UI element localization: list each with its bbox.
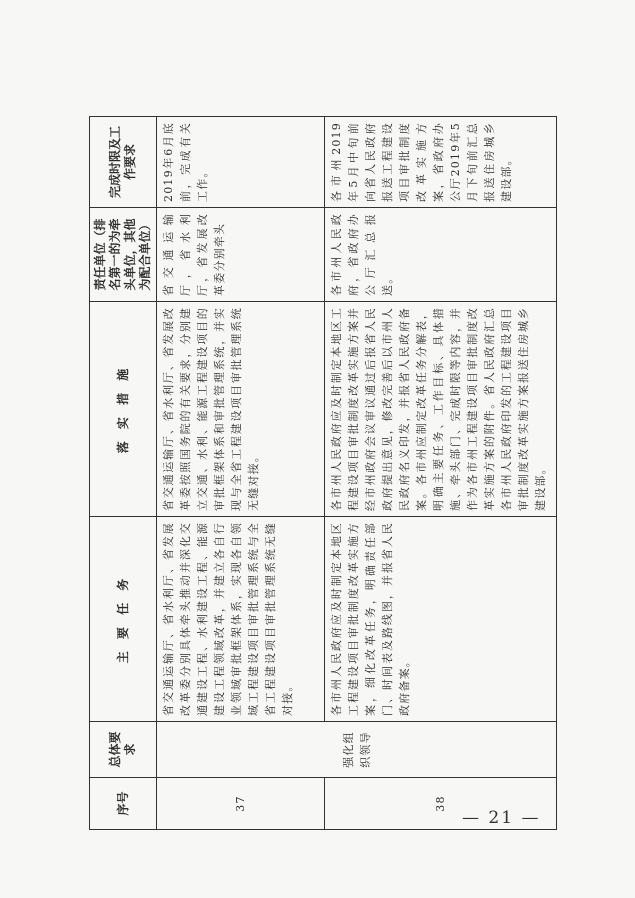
- header-task: 主 要 任 务: [90, 517, 157, 722]
- page-number: — 21 —: [462, 808, 541, 828]
- table-row: [157, 117, 325, 830]
- header-no: 序号: [90, 778, 157, 830]
- header-deadline: 完成时限及工作要求: [90, 117, 157, 208]
- header-requirement: 总体要求: [90, 722, 157, 778]
- table-header-row: [90, 117, 157, 830]
- row-task: 省交通运输厅、省水利厅、省发展改革委分别具体牵头推动并深化交通建设工程、水利建设工程、能源建设工程领域改革，并建立各自行业领域审批框架体系，实现各自领域工程建设项目审批管理系统与全省工程建设项目审批管理系统无缝对接。: [157, 517, 325, 722]
- header-measure: 落 实 措 施: [90, 302, 157, 517]
- row-number: 37: [157, 778, 325, 830]
- task-table: [89, 116, 557, 830]
- row-number: 38: [325, 778, 557, 830]
- row-unit: 各市州人民政府，省政府办公厅汇总报送。: [325, 208, 557, 302]
- row-deadline: 各市州2019年5月中旬前向省人民政府报送工程建设项目审批制度改革实施方案，省政府办公厅2019年5月下旬前汇总报送住房城乡建设部。: [325, 117, 557, 208]
- row-unit: 省交通运输厅，省水利厅，省发展改革委分别牵头: [157, 208, 325, 302]
- row-measure: 省交通运输厅、省水利厅、省发展改革委按照国务院的有关要求，分别建立交通、水利、能源工程建设项目的审批框架体系和审批管理系统，并实现与全省工程建设项目审批管理系统无缝对接。: [157, 302, 325, 517]
- row-measure: 各市州人民政府应及时制定本地区工程建设项目审批制度改革实施方案并经市州政府会议审议通过后报省人民政府提出意见，修改完善后以市州人民政府名义印发，并报省人民政府备案。各市州应制定改革任务分解表，明确主要任务、工作目标、具体措施、牵头部门、完成时限等内容，并作为各市州工程建设项目审批制度改革实施方案的附件。省人民政府汇总各市州人民政府印发的工程建设项目审批制度改革实施方案报送住房城乡建设部。: [325, 302, 557, 517]
- group-requirement: 强化组织领导: [157, 722, 557, 778]
- row-deadline: 2019年6月底前，完成有关工作。: [157, 117, 325, 208]
- row-task: 各市州人民政府应及时制定本地区工程建设项目审批制度改革实施方案，细化改革任务，明确责任部门、时间表及路线图，并报省人民政府备案。: [325, 517, 557, 722]
- header-unit: 责任单位（排名第一的为牵头单位，其他为配合单位）: [90, 208, 157, 302]
- rotated-table-container: [89, 117, 547, 830]
